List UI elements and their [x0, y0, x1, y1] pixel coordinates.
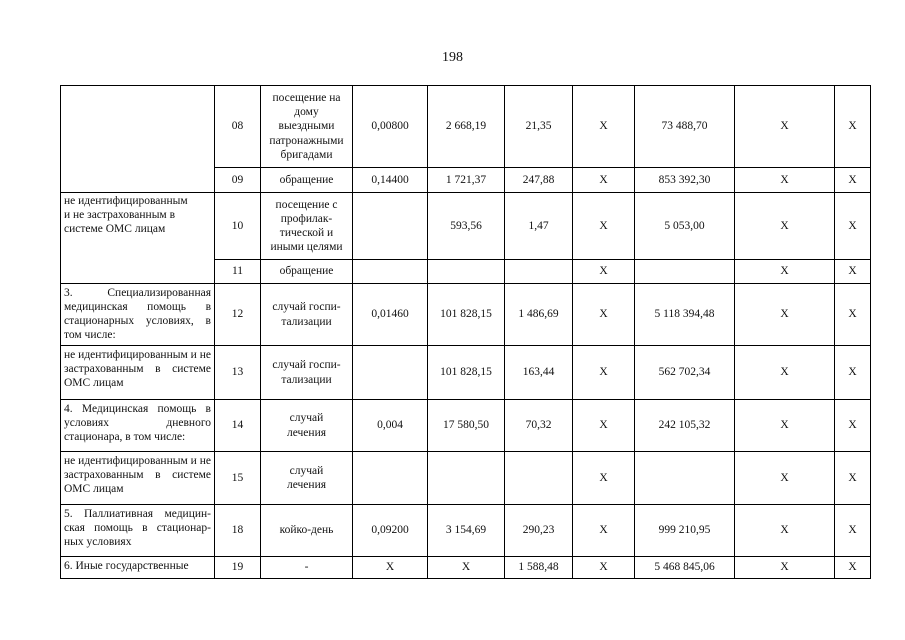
cell: 5 053,00	[635, 193, 735, 260]
cell: X	[735, 346, 835, 400]
cell: X	[573, 284, 635, 346]
cell: 562 702,34	[635, 346, 735, 400]
cell	[428, 452, 505, 505]
cell: 3 154,69	[428, 505, 505, 557]
cell: X	[573, 346, 635, 400]
cell	[505, 260, 573, 284]
row-label	[61, 86, 215, 193]
cell: 999 210,95	[635, 505, 735, 557]
cell: X	[735, 260, 835, 284]
row-label: не идентифицированным и не застрахованным в системе ОМС лицам	[61, 346, 215, 400]
row-unit: случай лечения	[261, 400, 353, 452]
row-code: 10	[215, 193, 261, 260]
cell: X	[735, 505, 835, 557]
row-unit: обращение	[261, 260, 353, 284]
cell: X	[573, 193, 635, 260]
cell: 290,23	[505, 505, 573, 557]
cell: 0,00800	[353, 86, 428, 168]
row-code: 18	[215, 505, 261, 557]
cell	[353, 260, 428, 284]
cell: 1 721,37	[428, 168, 505, 193]
cell: X	[835, 193, 871, 260]
cell	[635, 260, 735, 284]
row-label: не идентифицированным и не застрахованным в системе ОМС лицам	[61, 452, 215, 505]
cell: X	[735, 86, 835, 168]
cell: X	[573, 505, 635, 557]
row-label: 4. Медицинская помощь в условиях дневного стационара, в том числе:	[61, 400, 215, 452]
cell	[635, 452, 735, 505]
cell: 593,56	[428, 193, 505, 260]
cell: 0,004	[353, 400, 428, 452]
cell: 101 828,15	[428, 284, 505, 346]
cell	[505, 452, 573, 505]
table-row	[61, 400, 871, 452]
cell: X	[735, 193, 835, 260]
cell	[353, 346, 428, 400]
row-label: 5. Паллиативная медицин-ская помощь в стационар-ных условиях	[61, 505, 215, 557]
cell: X	[573, 260, 635, 284]
cell: X	[573, 452, 635, 505]
row-unit: обращение	[261, 168, 353, 193]
row-unit: -	[261, 557, 353, 579]
cell: 1 486,69	[505, 284, 573, 346]
cell: 0,09200	[353, 505, 428, 557]
table-row	[61, 193, 871, 260]
cell: 853 392,30	[635, 168, 735, 193]
cell: 5 118 394,48	[635, 284, 735, 346]
cell: X	[735, 400, 835, 452]
cell: 242 105,32	[635, 400, 735, 452]
cell: X	[428, 557, 505, 579]
row-unit: случай лечения	[261, 452, 353, 505]
table-row	[61, 284, 871, 346]
page-number: 198	[442, 50, 463, 65]
cell: 21,35	[505, 86, 573, 168]
cell: 70,32	[505, 400, 573, 452]
row-unit: койко-день	[261, 505, 353, 557]
cell: 5 468 845,06	[635, 557, 735, 579]
cell: X	[835, 505, 871, 557]
cell: X	[835, 452, 871, 505]
cell: 17 580,50	[428, 400, 505, 452]
cell: X	[735, 284, 835, 346]
row-code: 12	[215, 284, 261, 346]
row-unit: посещение на дому выездными патронажными бригадами	[261, 86, 353, 168]
cell: 0,14400	[353, 168, 428, 193]
row-label: не идентифицированным и не застрахованным в системе ОМС лицам	[61, 193, 215, 284]
table-row	[61, 452, 871, 505]
cell: 163,44	[505, 346, 573, 400]
row-code: 14	[215, 400, 261, 452]
row-code: 08	[215, 86, 261, 168]
row-label: 3. Специализированная медицинская помощь в стационарных условиях, в том числе:	[61, 284, 215, 346]
cell: 0,01460	[353, 284, 428, 346]
cell: X	[573, 400, 635, 452]
cell: 1,47	[505, 193, 573, 260]
cell: X	[735, 168, 835, 193]
cell: X	[835, 284, 871, 346]
cell: 101 828,15	[428, 346, 505, 400]
cell: X	[573, 557, 635, 579]
cell: X	[735, 557, 835, 579]
cell: X	[835, 557, 871, 579]
cell: X	[835, 260, 871, 284]
row-code: 11	[215, 260, 261, 284]
cell: X	[353, 557, 428, 579]
cell: 73 488,70	[635, 86, 735, 168]
cell: X	[835, 168, 871, 193]
table-row	[61, 505, 871, 557]
table-row	[61, 86, 871, 168]
row-code: 19	[215, 557, 261, 579]
data-table	[60, 85, 871, 579]
table-row	[61, 346, 871, 400]
cell: X	[735, 452, 835, 505]
cell: X	[573, 168, 635, 193]
table-row	[61, 557, 871, 579]
cell: X	[835, 400, 871, 452]
cell: X	[835, 346, 871, 400]
cell: X	[835, 86, 871, 168]
row-label: 6. Иные государственные	[61, 557, 215, 579]
cell: X	[573, 86, 635, 168]
row-unit: случай госпи- тализации	[261, 346, 353, 400]
row-unit: посещение с профилак- тической и иными целями	[261, 193, 353, 260]
cell: 2 668,19	[428, 86, 505, 168]
row-code: 13	[215, 346, 261, 400]
cell	[353, 193, 428, 260]
row-unit: случай госпи- тализации	[261, 284, 353, 346]
cell: 247,88	[505, 168, 573, 193]
row-code: 09	[215, 168, 261, 193]
row-code: 15	[215, 452, 261, 505]
cell	[428, 260, 505, 284]
cell: 1 588,48	[505, 557, 573, 579]
cell	[353, 452, 428, 505]
